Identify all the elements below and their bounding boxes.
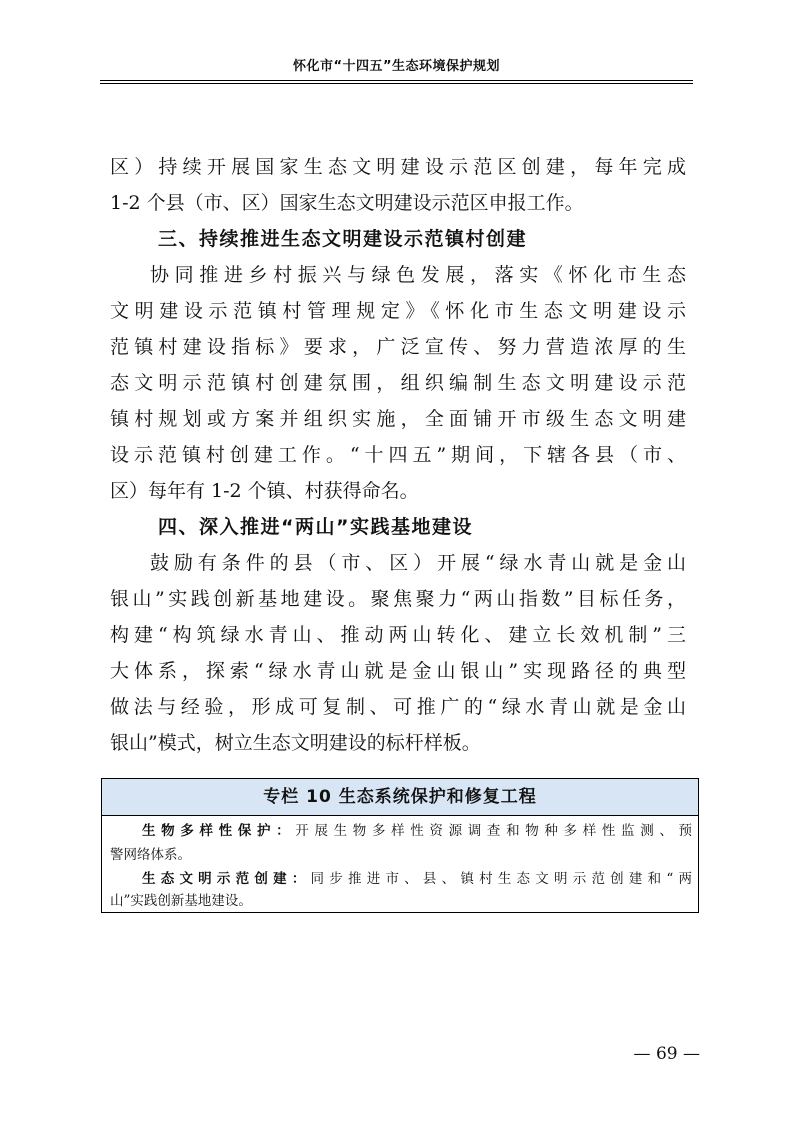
paragraph-line: 银山”模式，树立生态文明建设的标杆样板。	[110, 732, 481, 754]
feature-item-text: 同步推进市、县、镇村生态文明示范创建和“两	[310, 871, 692, 887]
feature-item-text: 开展生物多样性资源调查和物种多样性监测、预	[295, 823, 693, 839]
feature-box-line	[142, 867, 692, 891]
header-rule	[100, 80, 693, 81]
feature-box-line	[142, 819, 692, 843]
paragraph-line: 1-2 个县（市、区）国家生态文明建设示范区申报工作。	[110, 192, 584, 214]
paragraph-line: 文明建设示范镇村管理规定》《怀化市生态文明建设示	[110, 300, 686, 322]
paragraph-line: 银山”实践创新基地建设。聚焦聚力“两山指数”目标任务，	[110, 588, 686, 610]
paragraph-line: 区）每年有 1-2 个镇、村获得命名。	[110, 480, 419, 502]
header-title: 怀化市“十四五”生态环境保护规划	[292, 59, 501, 74]
section-heading-4: 四、深入推进“两山”实践基地建设	[158, 516, 473, 538]
feature-item-label: 生态文明示范创建：	[142, 871, 311, 887]
paragraph-line: 设示范镇村创建工作。“十四五”期间，下辖各县（市、	[110, 444, 686, 466]
paragraph-line: 做法与经验，形成可复制、可推广的“绿水青山就是金山	[110, 696, 686, 718]
feature-box-line: 山”实践创新基地建设。	[110, 893, 252, 909]
feature-box-line: 警网络体系。	[110, 847, 191, 863]
paragraph-line: 构建“构筑绿水青山、推动两山转化、建立长效机制”三	[110, 624, 686, 646]
header-rule-thin	[100, 83, 693, 84]
paragraph-line: 镇村规划或方案并组织实施，全面铺开市级生态文明建	[110, 408, 686, 430]
feature-item-label: 生物多样性保护：	[142, 823, 296, 839]
section-heading-3: 三、持续推进生态文明建设示范镇村创建	[158, 228, 528, 250]
paragraph-line: 态文明示范镇村创建氛围，组织编制生态文明建设示范	[110, 372, 686, 394]
paragraph-line: 范镇村建设指标》要求，广泛宣传、努力营造浓厚的生	[110, 336, 686, 358]
feature-box-title: 专栏 10 生态系统保护和修复工程	[102, 779, 698, 816]
paragraph-line: 区）持续开展国家生态文明建设示范区创建，每年完成	[110, 156, 686, 178]
paragraph-line: 鼓励有条件的县（市、区）开展“绿水青山就是金山	[150, 552, 686, 574]
feature-box	[101, 778, 699, 913]
page-number: — 69 —	[633, 1044, 700, 1064]
paragraph-line: 协同推进乡村振兴与绿色发展，落实《怀化市生态	[150, 264, 686, 286]
paragraph-line: 大体系，探索“绿水青山就是金山银山”实现路径的典型	[110, 660, 686, 682]
